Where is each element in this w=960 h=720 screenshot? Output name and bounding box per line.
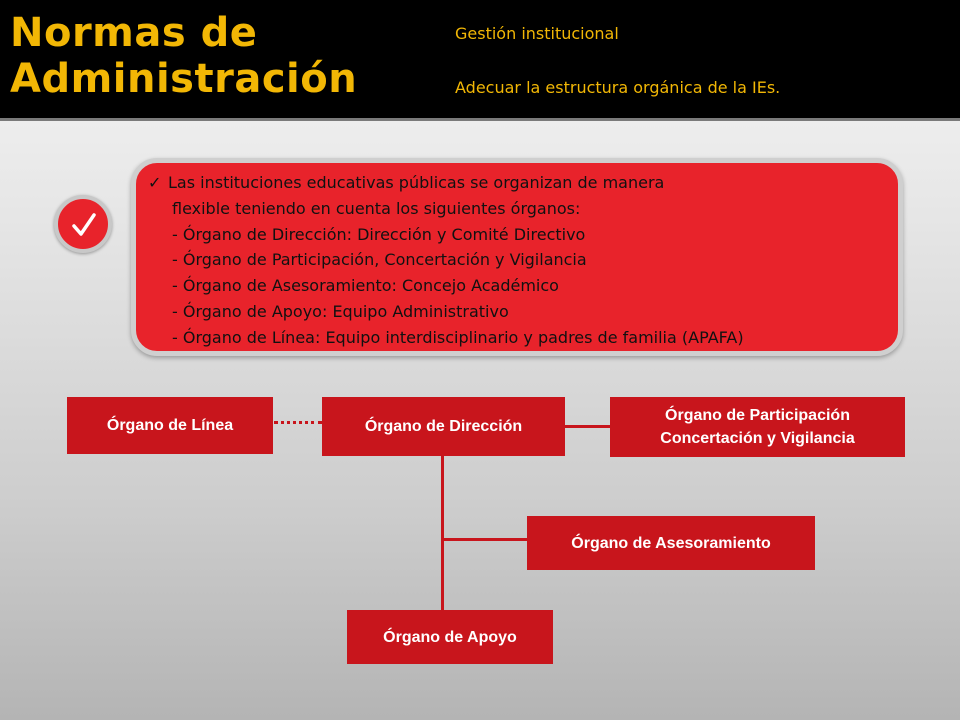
org-box-direccion-label: Órgano de Dirección <box>364 418 523 435</box>
title-line-1: Normas de <box>10 10 258 56</box>
subtitle-description: Adecuar la estructura orgánica de la IEs. <box>455 78 781 97</box>
org-box-participacion-label-1: Órgano de Participación <box>665 407 850 424</box>
content-text <box>148 170 744 351</box>
content-line-4: - Órgano de Participación, Concertación y Vigilancia <box>172 250 587 270</box>
dotted-connector <box>274 421 322 424</box>
org-box-direccion <box>322 397 565 456</box>
title-bar <box>0 0 960 118</box>
content-line-3: - Órgano de Dirección: Dirección y Comité Directivo <box>172 224 586 244</box>
subtitle-topic: Gestión institucional <box>455 24 619 43</box>
title-line-2: Administración <box>10 56 358 102</box>
connector-asesoramiento <box>444 538 527 541</box>
check-badge <box>54 195 112 253</box>
org-box-apoyo-label: Órgano de Apoyo <box>383 628 517 646</box>
content-line-5: - Órgano de Asesoramiento: Concejo Académico <box>172 276 559 296</box>
org-box-asesoramiento <box>527 516 815 570</box>
check-icon <box>71 211 97 239</box>
org-box-apoyo <box>347 610 553 664</box>
slide-title <box>10 10 357 102</box>
header-divider <box>0 118 960 121</box>
connector-vertical <box>441 456 444 611</box>
org-box-linea <box>67 397 273 454</box>
content-line-1: ✓ Las instituciones educativas públicas se organizan de manera <box>148 170 744 196</box>
org-box-participacion <box>610 397 905 457</box>
content-line-6: - Órgano de Apoyo: Equipo Administrativo <box>172 301 509 321</box>
org-box-linea-label: Órgano de Línea <box>106 417 234 434</box>
content-line-7: - Órgano de Línea: Equipo interdisciplinario y padres de familia (APAFA) <box>172 327 744 347</box>
org-box-asesoramiento-label: Órgano de Asesoramiento <box>571 534 771 552</box>
check-bullet-icon: ✓ <box>148 173 162 192</box>
content-line-2: flexible teniendo en cuenta los siguientes órganos: <box>172 198 581 218</box>
connector-direccion-participacion <box>565 425 610 428</box>
org-box-participacion-label-2: Concertación y Vigilancia <box>660 430 855 447</box>
